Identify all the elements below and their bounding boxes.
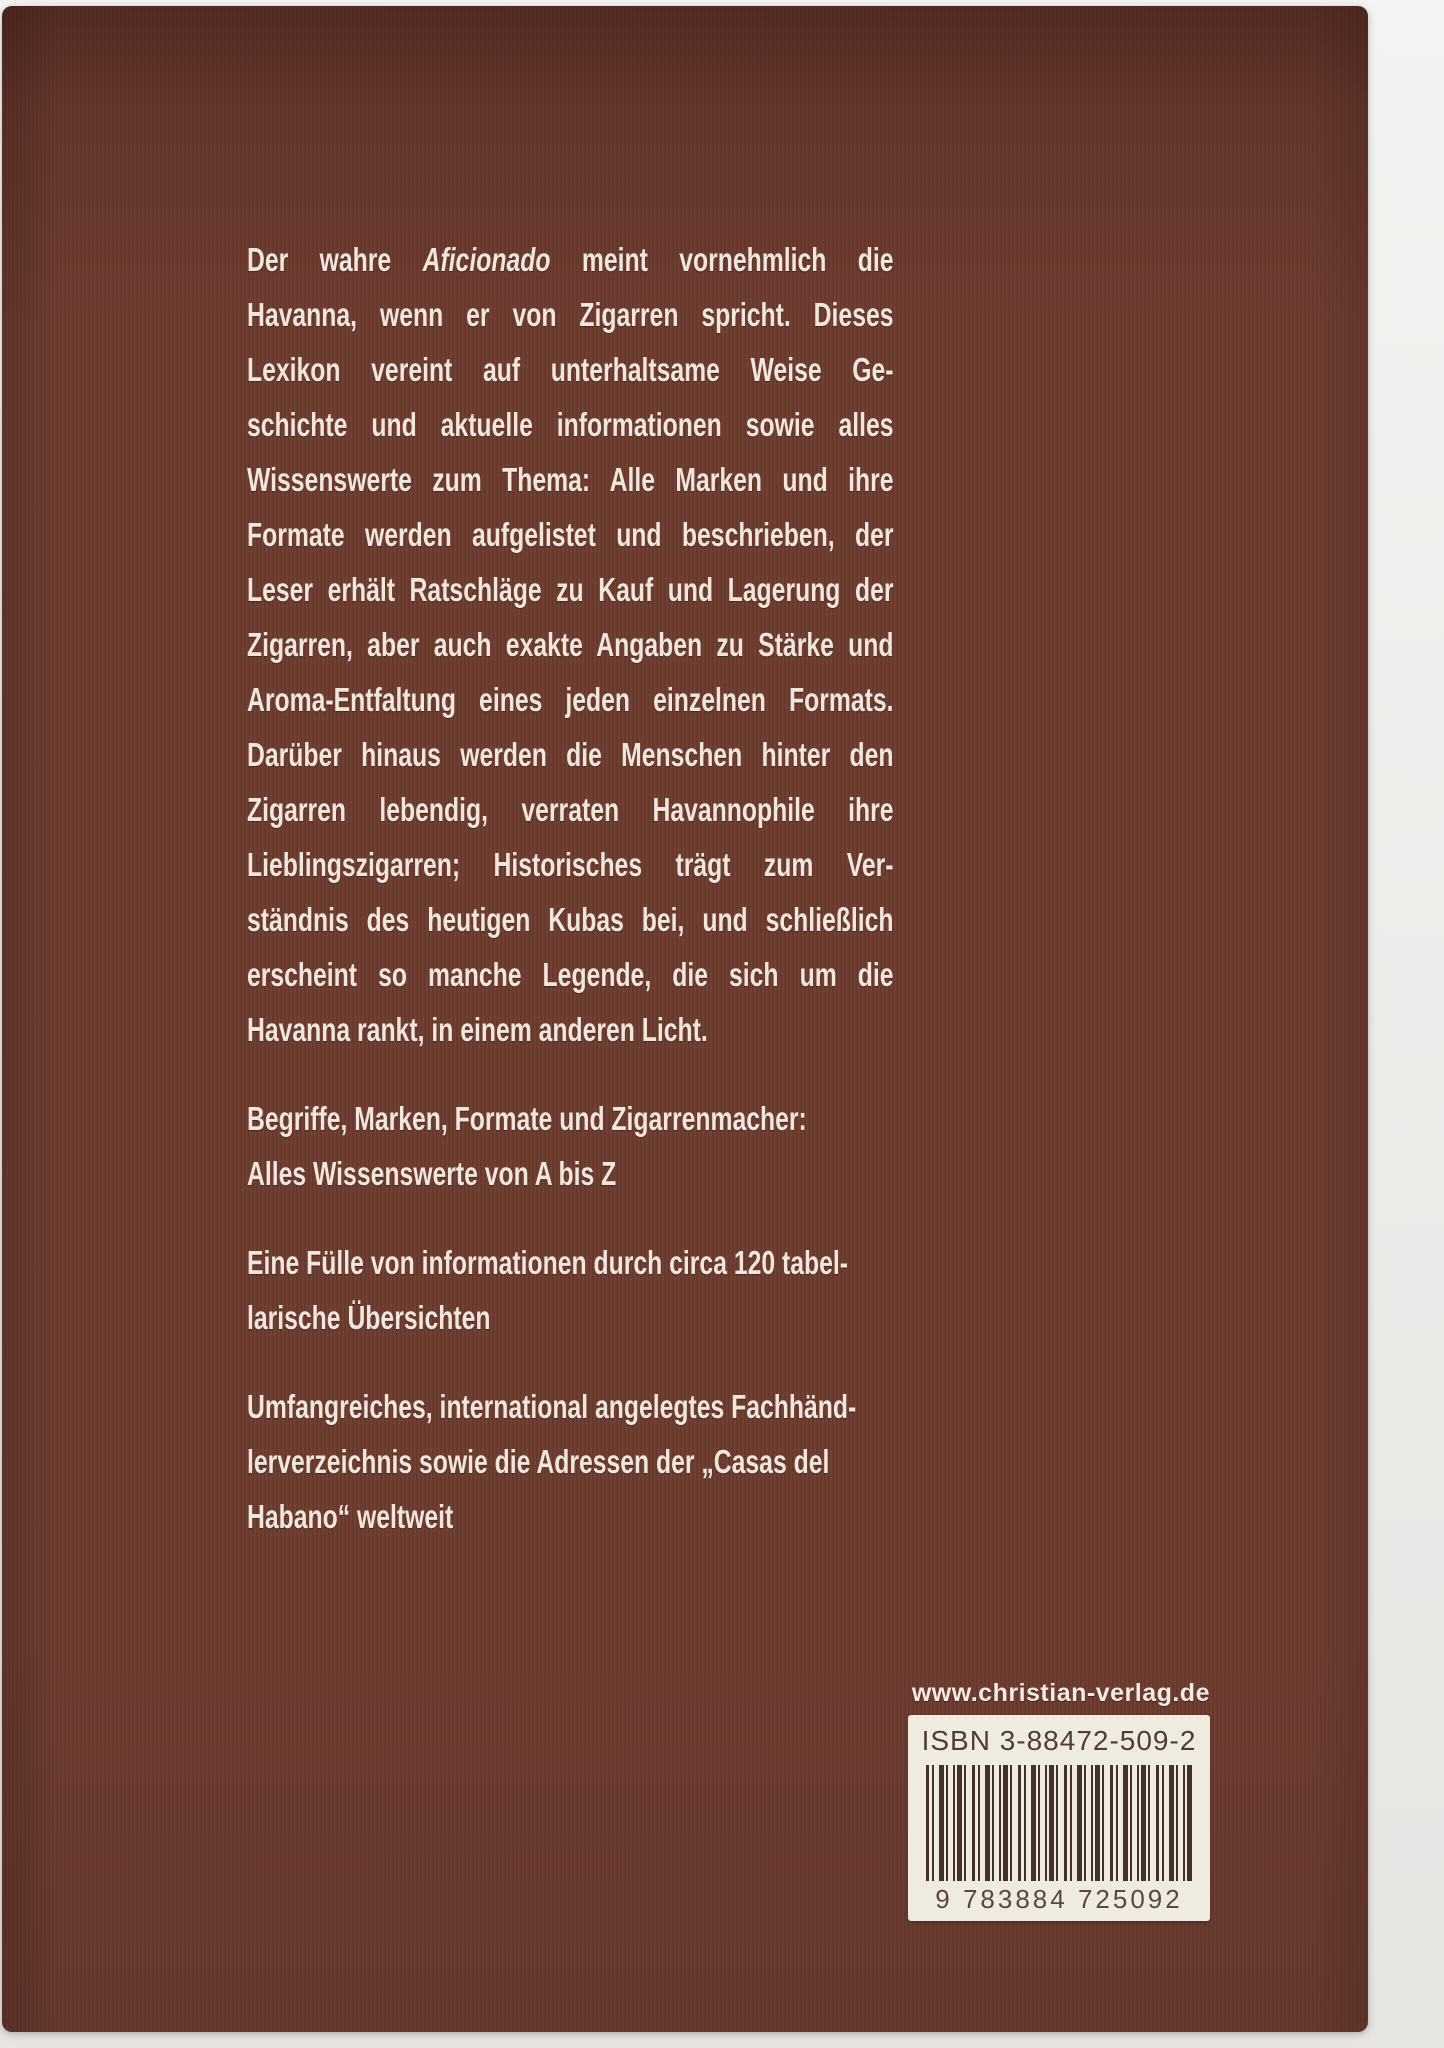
blurb-line: erscheint so manche Legende, die sich um die <box>247 956 894 993</box>
blurb-line: Zigarren lebendig, verraten Havannophile ihre <box>247 791 894 828</box>
blurb-line-text: meint vornehmlich die <box>581 241 894 278</box>
aficionado-italic: Aficionado <box>422 241 551 278</box>
bullet-line: Alles Wissenswerte von A bis Z <box>247 1155 617 1192</box>
main-blurb-paragraph <box>247 232 894 1057</box>
bullet-line: Eine Fülle von informationen durch circa 120 tabel- <box>247 1244 849 1281</box>
blurb-line: ständnis des heutigen Kubas bei, und schließlich <box>247 901 894 938</box>
blurb-line: Wissenswerte zum Thema: Alle Marken und ihre <box>247 461 894 498</box>
bullet-block-a-z <box>247 1091 894 1201</box>
blurb-line-text: Der wahre <box>247 241 392 278</box>
blurb-line: Lexikon vereint auf unterhaltsame Weise Ge- <box>247 351 894 388</box>
publisher-url: www.christian-verlag.de <box>911 1679 1210 1707</box>
bullet-block-dealers <box>247 1379 894 1544</box>
book-back-cover <box>2 6 1368 2032</box>
bullet-line: Habano“ weltweit <box>247 1498 454 1535</box>
isbn-number: ISBN 3-88472-509-2 <box>921 1725 1197 1756</box>
blurb-line: Zigarren, aber auch exakte Angaben zu Stärke und <box>247 626 894 663</box>
blurb-line: Lieblingszigarren; Historisches trägt zum Ver- <box>247 846 894 883</box>
blurb-column <box>247 232 894 1544</box>
blurb-line <box>247 232 894 287</box>
blurb-line: Leser erhält Ratschläge zu Kauf und Lagerung der <box>247 571 894 608</box>
blurb-line: Havanna, wenn er von Zigarren spricht. Dieses <box>247 296 894 333</box>
blurb-line: Formate werden aufgelistet und beschrieben, der <box>247 516 894 553</box>
ean-digits: 9 783884 725092 <box>935 1884 1183 1914</box>
isbn-barcode-box <box>908 1715 1210 1921</box>
ean-barcode <box>926 1765 1192 1881</box>
publisher-area <box>908 1679 1210 1921</box>
bullet-line: Umfangreiches, international angelegtes Fachhänd- <box>247 1388 857 1425</box>
blurb-line: Havanna rankt, in einem anderen Licht. <box>247 1011 708 1048</box>
blurb-line: Aroma-Entfaltung eines jeden einzelnen Formats. <box>247 681 894 718</box>
bullet-line: lerverzeichnis sowie die Adressen der „Casas del <box>247 1443 830 1480</box>
blurb-line: schichte und aktuelle informationen sowie alles <box>247 406 894 443</box>
bullet-line: larische Übersichten <box>247 1299 491 1336</box>
bullet-line: Begriffe, Marken, Formate und Zigarrenmacher: <box>247 1100 807 1137</box>
blurb-line: Darüber hinaus werden die Menschen hinter den <box>247 736 894 773</box>
bullet-block-tables <box>247 1235 894 1345</box>
